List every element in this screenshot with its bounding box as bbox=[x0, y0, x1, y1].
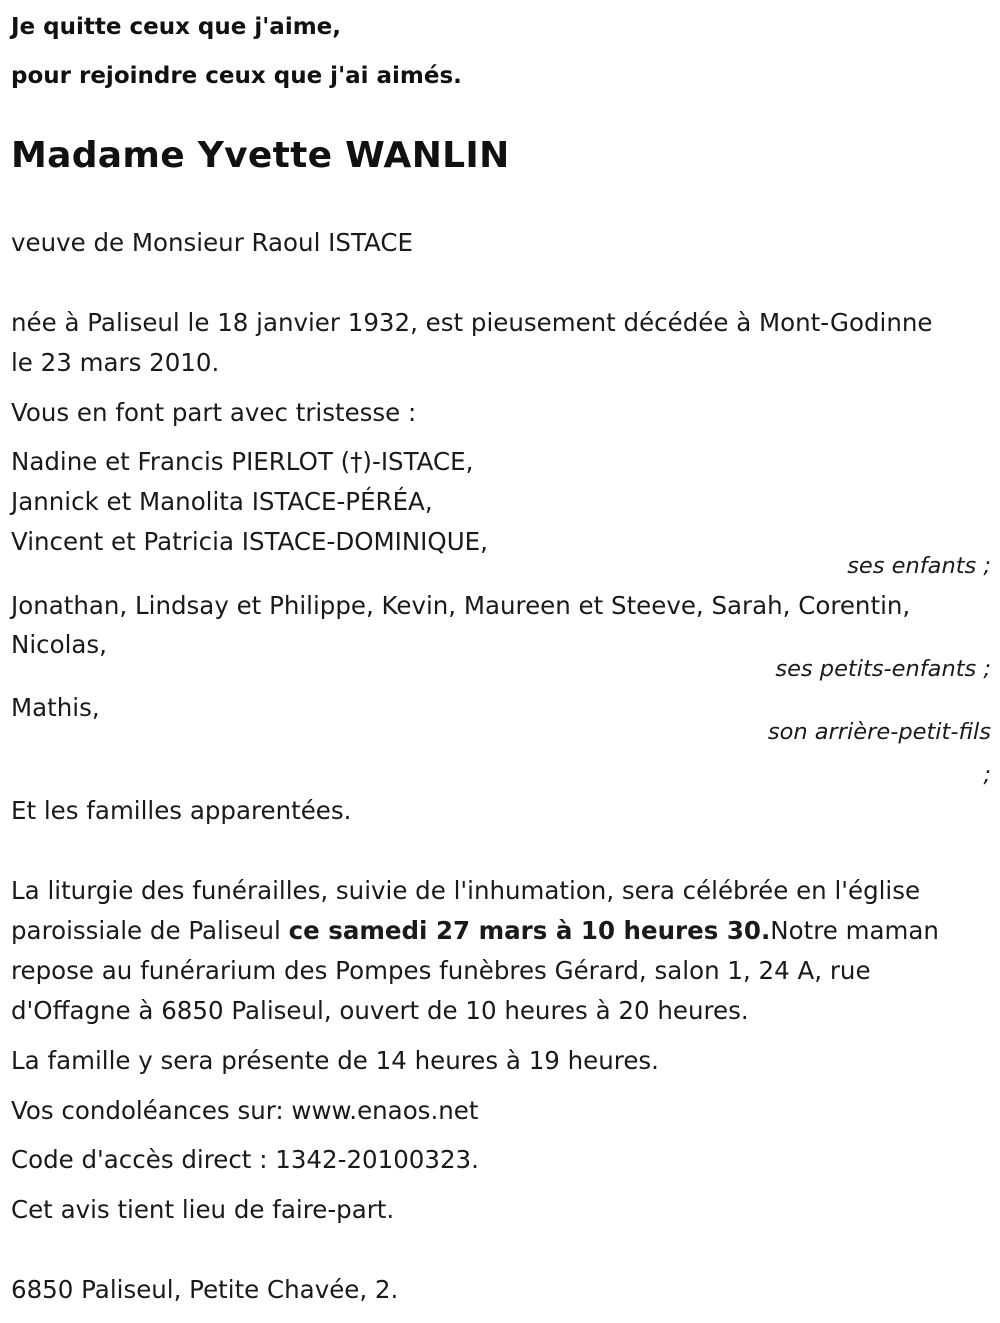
grandchildren-line-1: Jonathan, Lindsay et Philippe, Kevin, Maureen et Steeve, Sarah, Corentin, bbox=[11, 591, 911, 620]
funeral-line-2 bbox=[11, 911, 991, 951]
access-code-text: Code d'accès direct : 1342-20100323. bbox=[11, 1145, 479, 1174]
funeral-text: Notre maman bbox=[770, 916, 939, 945]
quote-line-1: Je quitte ceux que j'aime, bbox=[11, 14, 342, 40]
child-name: Nadine et Francis PIERLOT (†)-ISTACE, bbox=[11, 447, 474, 476]
funeral-line-4: d'Offagne à 6850 Paliseul, ouvert de 10 heures à 20 heures. bbox=[11, 996, 749, 1025]
widow-of: veuve de Monsieur Raoul ISTACE bbox=[11, 228, 413, 257]
quote-line-2: pour rejoindre ceux que j'ai aimés. bbox=[11, 63, 462, 89]
great-grandchild-role-end: ; bbox=[983, 762, 991, 788]
great-grandchild-name: Mathis, bbox=[11, 693, 100, 722]
address-text: 6850 Paliseul, Petite Chavée, 2. bbox=[11, 1275, 399, 1304]
families-text: Et les familles apparentées. bbox=[11, 796, 352, 825]
presence-text: La famille y sera présente de 14 heures à 19 heures. bbox=[11, 1046, 659, 1075]
children-role: ses enfants ; bbox=[847, 553, 991, 579]
funeral-text: paroissiale de Paliseul bbox=[11, 916, 289, 945]
intro-text: Vous en font part avec tristesse : bbox=[11, 398, 417, 427]
great-grandchild-role: son arrière-petit-fils bbox=[767, 719, 991, 745]
child-name: Vincent et Patricia ISTACE-DOMINIQUE, bbox=[11, 527, 488, 556]
birth-death-line-1: née à Paliseul le 18 janvier 1932, est pieusement décédée à Mont-Godinne bbox=[11, 308, 933, 337]
funeral-line-1: La liturgie des funérailles, suivie de l'inhumation, sera célébrée en l'église bbox=[11, 876, 921, 905]
child-name: Jannick et Manolita ISTACE-PÉRÉA, bbox=[11, 487, 433, 516]
notice-text: Cet avis tient lieu de faire-part. bbox=[11, 1195, 395, 1224]
funeral-line-3: repose au funérarium des Pompes funèbres Gérard, salon 1, 24 A, rue bbox=[11, 956, 871, 985]
birth-death-line-2: le 23 mars 2010. bbox=[11, 348, 220, 377]
grandchildren-role: ses petits-enfants ; bbox=[775, 656, 991, 682]
deceased-name: Madame Yvette WANLIN bbox=[11, 135, 510, 176]
funeral-date-time: ce samedi 27 mars à 10 heures 30. bbox=[288, 916, 771, 945]
grandchildren-line-2: Nicolas, bbox=[11, 630, 107, 659]
condolences-text: Vos condoléances sur: www.enaos.net bbox=[11, 1096, 479, 1125]
